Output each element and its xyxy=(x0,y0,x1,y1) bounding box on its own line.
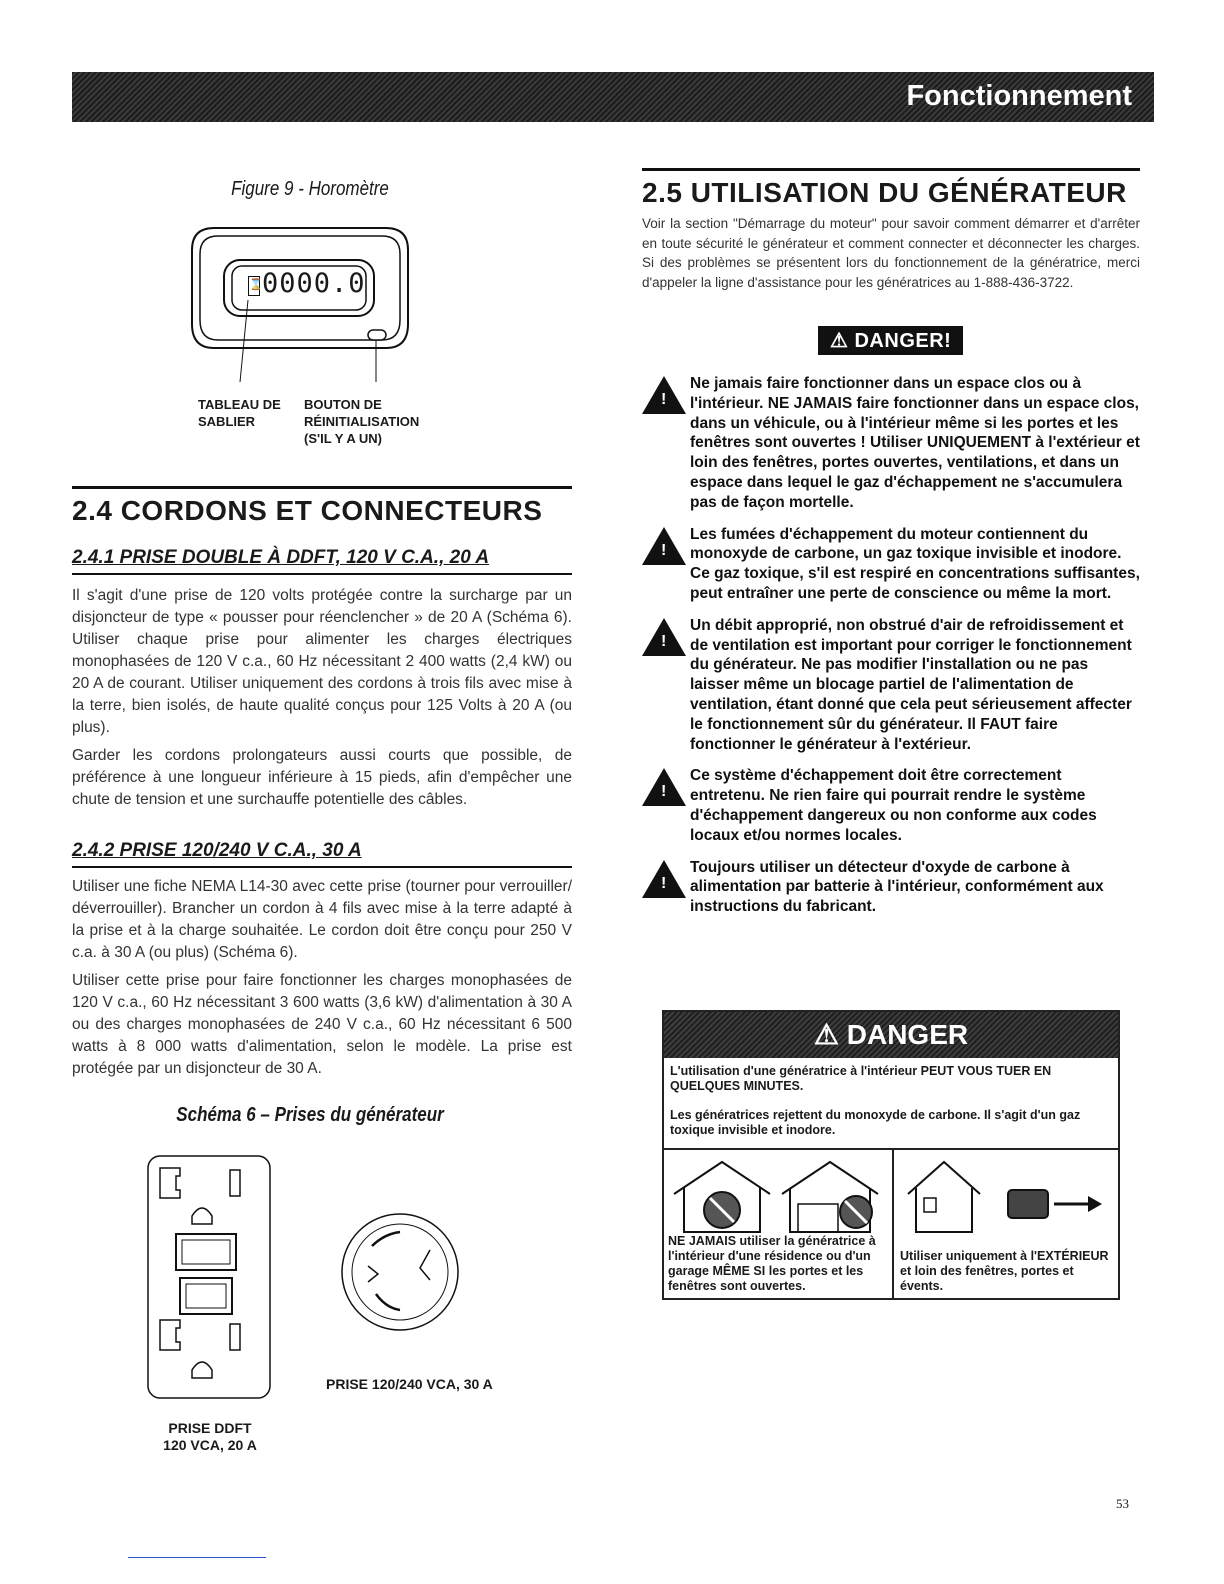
header-title: Fonctionnement xyxy=(906,80,1132,112)
footer-rule xyxy=(128,1557,266,1558)
warning-item: ! Ce système d'échappement doit être correctement entretenu. Ne rien faire qui pourrait rendre le système d'échappement dangereux ou non conforme aux codes locaux et/ou normes locales. xyxy=(640,766,1140,845)
danger-box-line1: L'utilisation d'une génératrice à l'intérieur PEUT VOUS TUER EN QUELQUES MINUTES. xyxy=(670,1064,1052,1093)
warning-triangle-icon xyxy=(642,376,686,414)
hour-meter-display: 0000.0 xyxy=(262,268,366,299)
label-hourglass: TABLEAU DE SABLIER xyxy=(198,397,281,429)
danger-box-line2: Les génératrices rejettent du monoxyde de carbone. Il s'agit d'un gaz toxique invisible et inodore. xyxy=(670,1108,1081,1137)
section-2-5-title: 2.5 UTILISATION DU GÉNÉRATEUR xyxy=(642,168,1140,209)
section-2-4-1-title: 2.4.1 PRISE DOUBLE À DDFT, 120 V C.A., 20 A xyxy=(72,547,572,575)
section-2-4-2-p2: Utiliser cette prise pour faire fonctionner les charges monophasées de 120 V c.a., 60 Hz nécessitant 3 600 watts (3,6 kW) d'alimentation à 30 A ou des charges monophasées de 240 V c.a., 60 Hz nécessitant 6 500 watts à 8 000 watts d'alimentation, selon le modèle. La prise est protégée par un disjoncteur de 30 A. xyxy=(72,972,572,1077)
section-2-4-1-p2: Garder les cordons prolongateurs aussi courts que possible, de préférence à une longueur inférieure à 15 pieds, afin d'empêcher une chute de tension et une surchauffe potentielle des câbles. xyxy=(72,747,572,808)
warning-triangle-icon xyxy=(642,768,686,806)
section-2-4-2-p1: Utiliser une fiche NEMA L14-30 avec cette prise (tourner pour verrouiller/ déverrouiller). Brancher un cordon à 4 fils avec mise à la terre adapté à la prise et à la charge souhaitée. Le cordon doit être conçu pour 250 V c.a. à 30 A (ou plus) (Schéma 6). xyxy=(72,878,572,961)
danger-label xyxy=(818,326,963,355)
danger-box xyxy=(662,1010,1120,1300)
section-2-4-2-title: 2.4.2 PRISE 120/240 V C.A., 30 A xyxy=(72,840,572,868)
danger-cell-outdoor xyxy=(896,1150,1118,1298)
no-indoor-use-icon xyxy=(670,1154,888,1234)
label-gfci: PRISE DDFT 120 VCA, 20 A xyxy=(163,1420,257,1453)
danger-caption-indoor: NE JAMAIS utiliser la génératrice à l'intérieur d'une résidence ou d'un garage MÊME SI les portes et les fenêtres sont ouvertes. xyxy=(668,1234,876,1293)
header-bar xyxy=(72,72,1154,122)
warning-item: ! Un débit approprié, non obstrué d'air de refroidissement et de ventilation est important pour corriger le fonctionnement du générateur. Ne pas modifier l'installation ou ne pas laisser même un blocage partiel de l'alimentation de ventilation, étant donné que cela peut sérieusement affecter le fonctionnement sûr du générateur. Il FAUT faire fonctionner le générateur à l'extérieur. xyxy=(640,616,1140,755)
danger-pictogram-grid xyxy=(664,1148,1118,1298)
warning-triangle-icon xyxy=(642,527,686,565)
section-2-5-intro: Voir la section "Démarrage du moteur" pour savoir comment démarrer et d'arrêter en toute sécurité le générateur et comment connecter et déconnecter les charges. Si des problèmes se présentent lors du fonctionnement de la génératrice, merci d'appeler la ligne d'assistance pour les génératrices au 1-888-436-3722. xyxy=(642,216,1140,290)
section-2-4-title: 2.4 CORDONS ET CONNECTEURS xyxy=(72,486,572,527)
danger-banner: ⚠ DANGER xyxy=(664,1012,1118,1058)
twist-lock-outlet-illustration xyxy=(338,1210,462,1334)
hour-meter-illustration xyxy=(180,222,420,382)
label-twist-lock: PRISE 120/240 VCA, 30 A xyxy=(326,1376,493,1392)
warning-triangle-icon xyxy=(642,860,686,898)
schema6-caption: Schéma 6 – Prises du générateur xyxy=(176,1104,444,1126)
danger-pill: ⚠ DANGER! xyxy=(818,326,963,355)
label-reset-button: BOUTON DE RÉINITIALISATION (S'IL Y A UN) xyxy=(304,397,420,446)
warning-list xyxy=(640,374,1140,929)
hour-meter-hourglass-icon: ⌛ xyxy=(248,276,260,296)
danger-cell-indoor xyxy=(664,1150,894,1298)
section-2-4-1-p1: Il s'agit d'une prise de 120 volts protégée contre la surcharge par un disjoncteur de type « pousser pour réenclencher » de 20 A (Schéma 6). Utiliser chaque prise pour alimenter les charges électriques monophasées de 120 V c.a., 60 Hz nécessitant 2 400 watts (2,4 kW) ou 20 A de courant. Utiliser uniquement des cordons à trois fils avec mise à la terre, bien isolés, de haute qualité conçus pour 125 Volts à 20 A (ou plus). xyxy=(72,587,572,736)
warning-item: ! Toujours utiliser un détecteur d'oxyde de carbone à alimentation par batterie à l'intérieur, conformément aux instructions du fabricant. xyxy=(640,858,1140,917)
gfci-outlet-illustration xyxy=(146,1154,272,1400)
warning-item: ! Les fumées d'échappement du moteur contiennent du monoxyde de carbone, un gaz toxique invisible et inodore. Ce gaz toxique, s'il est respiré en concentrations suffisantes, peut entraîner une perte de conscience ou même la mort. xyxy=(640,525,1140,604)
figure9-caption: Figure 9 - Horomètre xyxy=(231,178,389,200)
page-number: 53 xyxy=(1116,1496,1129,1511)
danger-caption-outdoor: Utiliser uniquement à l'EXTÉRIEUR et loin des fenêtres, portes et évents. xyxy=(900,1249,1109,1293)
outdoor-use-only-icon xyxy=(904,1154,1112,1234)
warning-item: ! Ne jamais faire fonctionner dans un espace clos ou à l'intérieur. NE JAMAIS faire fonctionner dans un espace clos, dans un véhicule, ou à l'intérieur même si les portes et les fenêtres sont ouvertes ! Utiliser UNIQUEMENT à l'extérieur et loin des fenêtres, portes ouvertes, ventilations, et dans un espace dans lequel le gaz d'échappement ne s'accumulera pas de façon mortelle. xyxy=(640,374,1140,513)
warning-triangle-icon xyxy=(642,618,686,656)
